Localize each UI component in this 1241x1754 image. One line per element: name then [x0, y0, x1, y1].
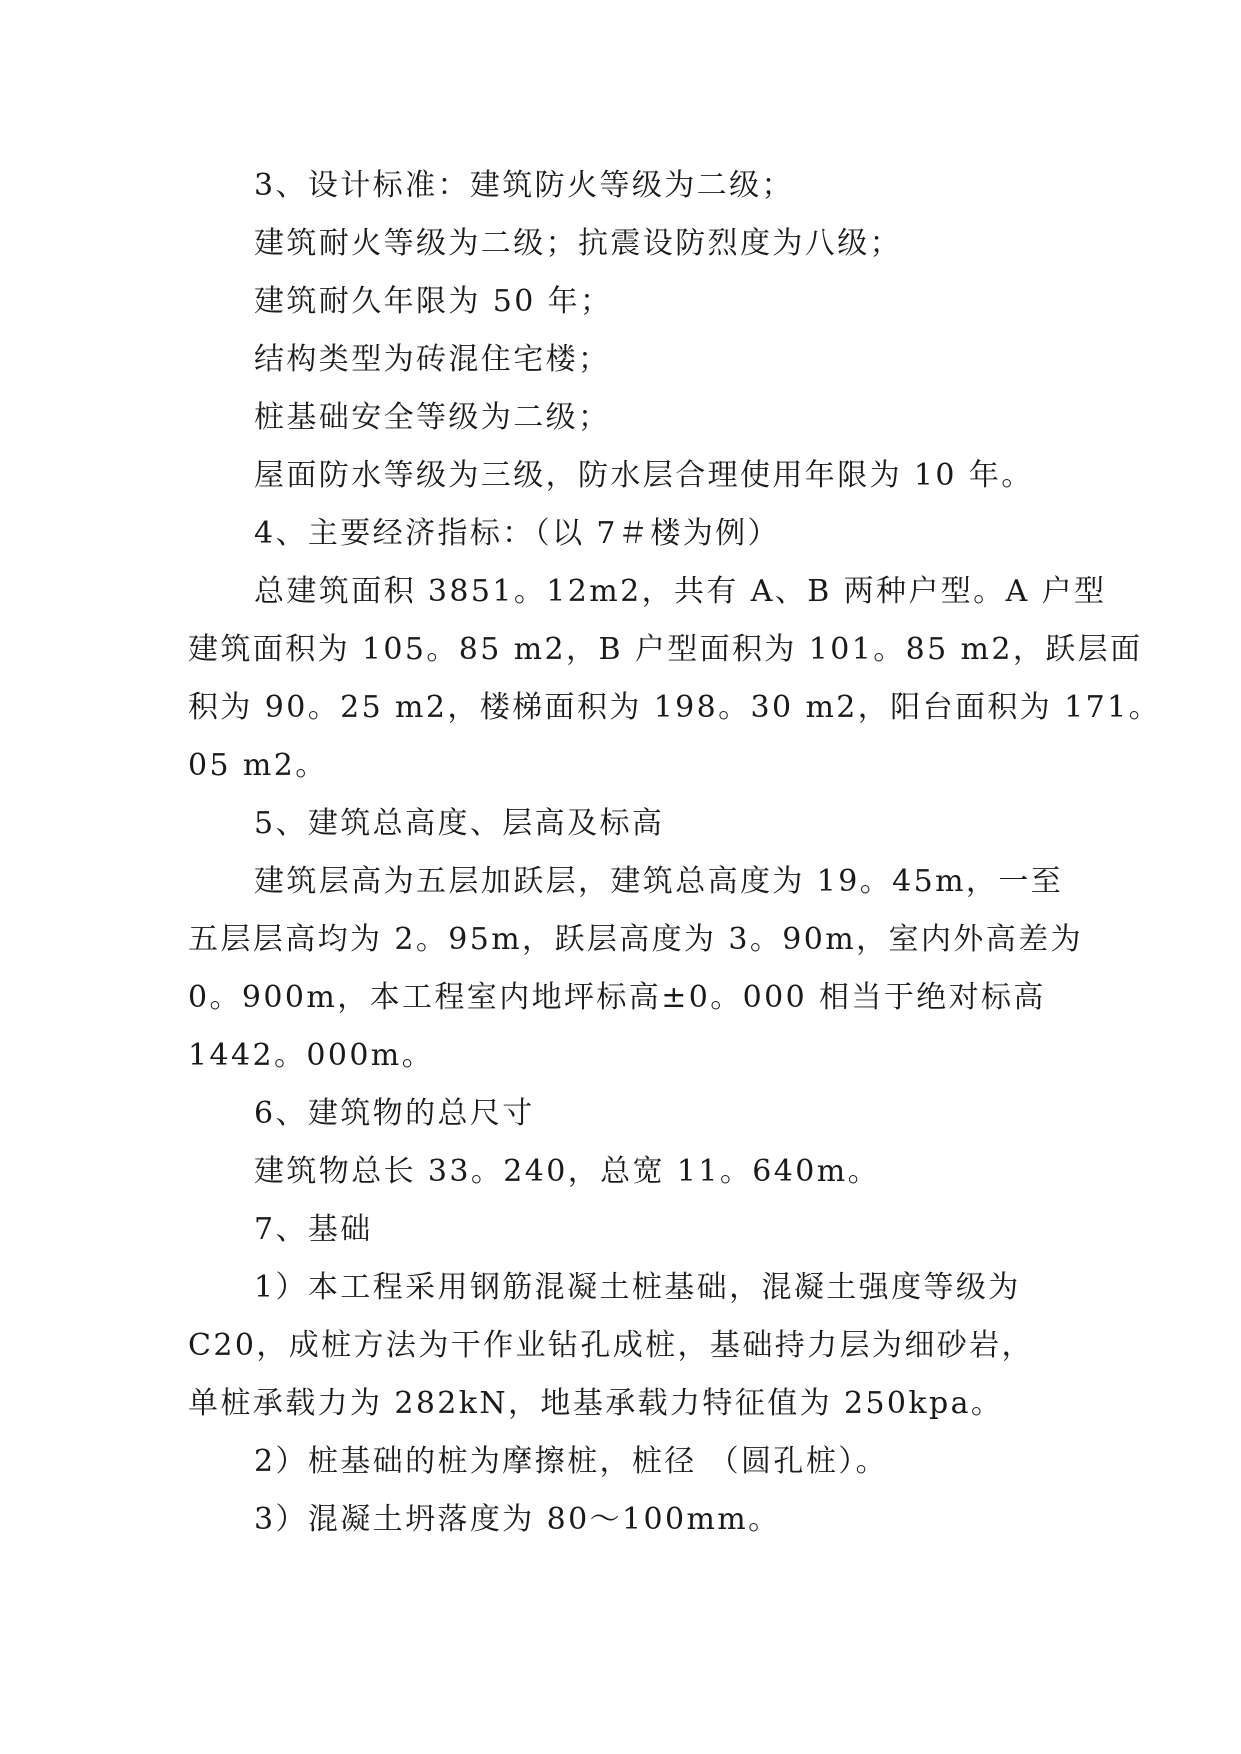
- text-line: 积为 90。25 m2，楼梯面积为 198。30 m2，阳台面积为 171。: [188, 690, 1161, 725]
- text-line: 05 m2。: [188, 748, 328, 783]
- text-line: 单桩承载力为 282kN，地基承载力特征值为 250kpa。: [188, 1386, 1004, 1421]
- text-line: 4、主要经济指标：（以 7＃楼为例）: [254, 516, 780, 551]
- text-line: 建筑耐火等级为二级；抗震设防烈度为八级；: [254, 226, 902, 261]
- text-line: 3）混凝土坍落度为 80～100mm。: [254, 1502, 781, 1537]
- text-line: C20，成桩方法为干作业钻孔成桩，基础持力层为细砂岩，: [188, 1328, 1034, 1363]
- text-line: 总建筑面积 3851。12m2，共有 A、B 两种户型。A 户型: [254, 574, 1107, 609]
- text-line: 1）本工程采用钢筋混凝土桩基础，混凝土强度等级为: [254, 1270, 1021, 1305]
- text-line: 建筑物总长 33。240，总宽 11。640m。: [254, 1154, 880, 1189]
- text-line: 建筑层高为五层加跃层，建筑总高度为 19。45m，一至: [254, 864, 1064, 899]
- text-line: 1442。000m。: [188, 1038, 435, 1073]
- text-line: 建筑面积为 105。85 m2，B 户型面积为 101。85 m2，跃层面: [188, 632, 1143, 667]
- text-line: 5、建筑总高度、层高及标高: [254, 806, 665, 841]
- text-line: 7、基础: [254, 1212, 373, 1247]
- text-line: 6、建筑物的总尺寸: [254, 1096, 535, 1131]
- text-line: 五层层高均为 2。95m，跃层高度为 3。90m，室内外高差为: [188, 922, 1083, 957]
- text-line: 结构类型为砖混住宅楼；: [254, 342, 611, 377]
- text-line: 0。900m，本工程室内地坪标高±0。000 相当于绝对标高: [188, 980, 1046, 1015]
- text-line: 屋面防水等级为三级，防水层合理使用年限为 10 年。: [254, 458, 1034, 493]
- text-line: 2）桩基础的桩为摩擦桩，桩径 （圆孔桩）。: [254, 1444, 889, 1479]
- text-line: 桩基础安全等级为二级；: [254, 400, 611, 435]
- text-line: 3、设计标准：建筑防火等级为二级；: [254, 168, 794, 203]
- document-body: [188, 157, 1161, 1549]
- text-line: 建筑耐久年限为 50 年；: [254, 284, 613, 319]
